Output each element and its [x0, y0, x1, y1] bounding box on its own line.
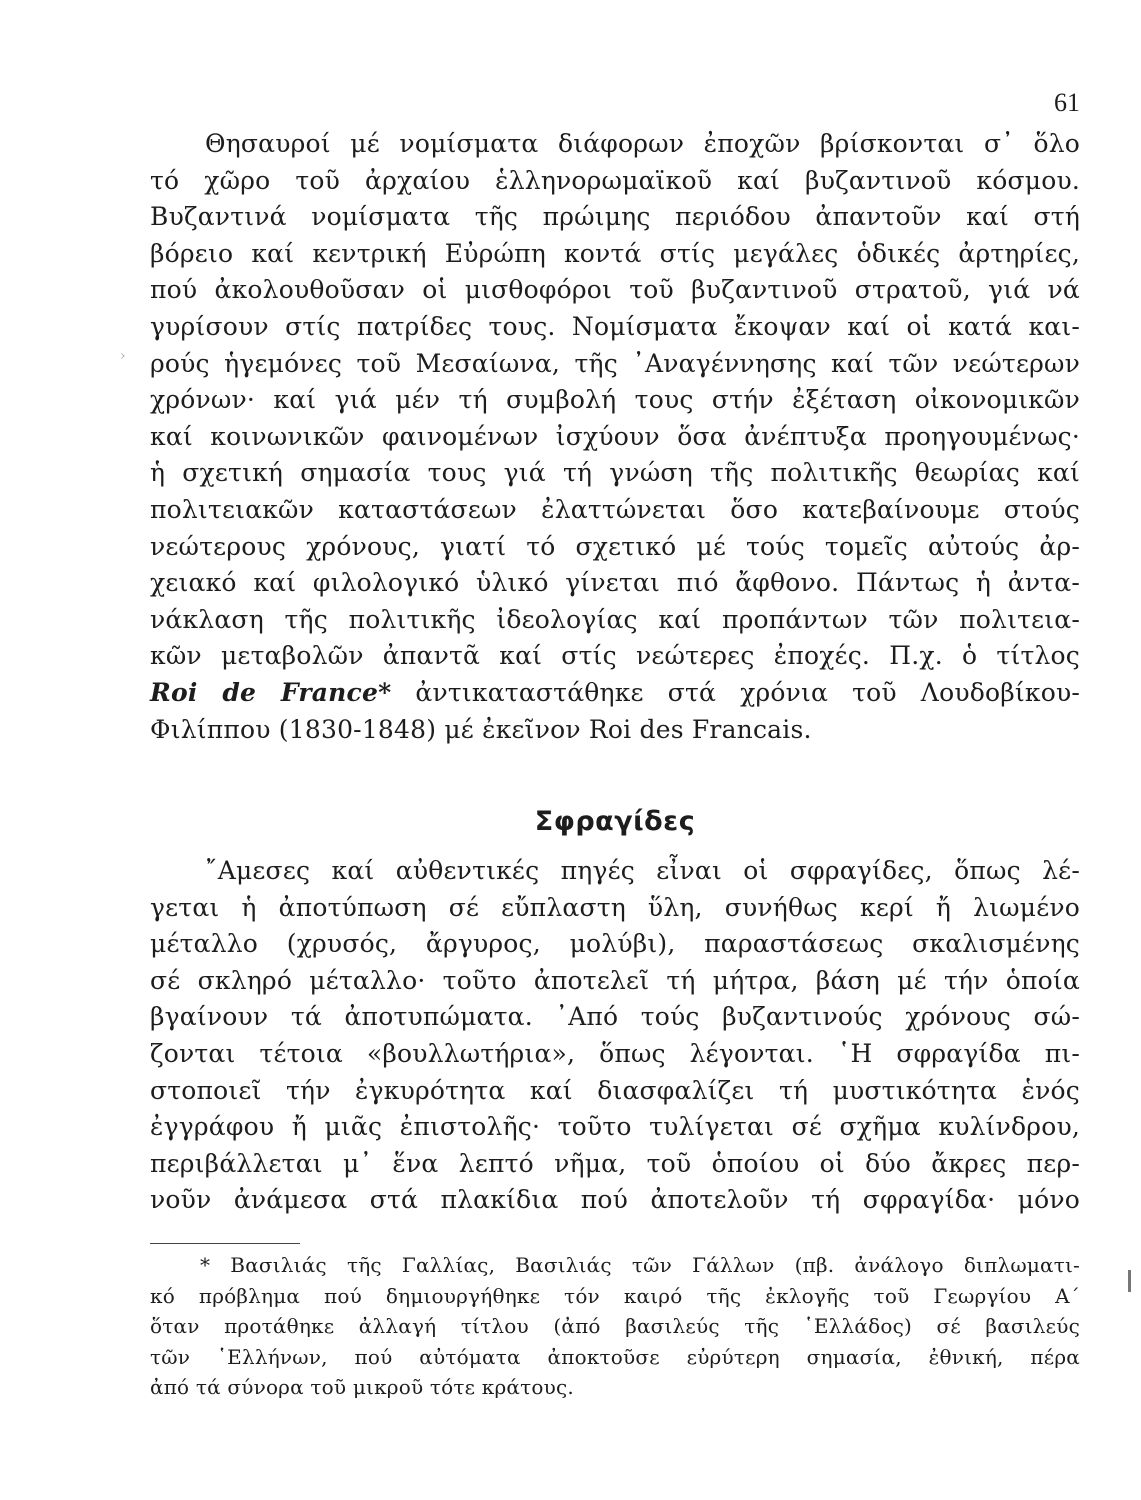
paragraph-line: σέ σκληρό μέταλλο· τοῦτο ἀποτελεῖ τή μήτρα, βάση μέ τήν ὁποία: [150, 965, 1080, 995]
paragraph-line: γυρίσουν στίς πατρίδες τους. Νομίσματα ἔκοψαν καί οἱ κατά και-: [150, 311, 1080, 341]
paragraph-line: ἐγγράφου ἤ μιᾶς ἐπιστολῆς· τοῦτο τυλίγεται σέ σχῆμα κυλίνδρου,: [150, 1112, 1080, 1142]
paragraph-line: περιβάλλεται μ᾽ ἕνα λεπτό νῆμα, τοῦ ὁποίου οἱ δύο ἄκρες περ-: [150, 1148, 1080, 1178]
footnote-line: ὅταν προτάθηκε ἀλλαγή τίτλου (ἀπό βασιλεύς τῆς ῾Ελλάδος) σέ βασιλεύς: [150, 1314, 1080, 1338]
paragraph-line: πολιτειακῶν καταστάσεων ἐλαττώνεται ὅσο κατεβαίνουμε στούς: [150, 494, 1080, 524]
paragraph-line-with-title: [150, 675, 1080, 712]
paragraph-line: Βυζαντινά νομίσματα τῆς πρώιμης περιόδου ἀπαντοῦν καί στή: [150, 202, 1080, 232]
paragraph-line: μέταλλο (χρυσός, ἄργυρος, μολύβι), παραστάσεως σκαλισμένης: [150, 929, 1080, 959]
paragraph-line: νάκλαση τῆς πολιτικῆς ἰδεολογίας καί προπάντων τῶν πολιτεια-: [150, 604, 1080, 634]
paragraph-line: ζονται τέτοια «βουλλωτήρια», ὅπως λέγονται. ῾Η σφραγίδα πι-: [150, 1038, 1080, 1068]
paragraph-line: ῎Αμεσες καί αὐθεντικές πηγές εἶναι οἱ σφραγίδες, ὅπως λέ-: [205, 856, 1080, 885]
footnote-line: ἀπό τά σύνορα τοῦ μικροῦ τότε κράτους.: [150, 1375, 574, 1399]
footnote-line: * Βασιλιάς τῆς Γαλλίας, Βασιλιάς τῶν Γάλλων (πβ. ἀνάλογο διπλωματι-: [200, 1253, 1080, 1277]
paragraph-line: χρόνων· καί γιά μέν τή συμβολή τους στήν ἐξέταση οἰκονομικῶν: [150, 385, 1080, 415]
footnote-line: τῶν ῾Ελλήνων, πού αὐτόματα ἀποκτοῦσε εὐρύτερη σημασία, ἐθνική, πέρα: [150, 1344, 1080, 1369]
page-number: 61: [1054, 88, 1080, 117]
paragraph-treasures: [150, 126, 1080, 748]
paragraph-line: Φιλίππου (1830-1848) μέ ἐκεῖνον Roi des Francais.: [150, 714, 812, 744]
paragraph-line: κῶν μεταβολῶν ἀπαντᾶ καί στίς νεώτερες ἐποχές. Π.χ. ὁ τίτλος: [150, 641, 1080, 671]
paragraph-line: τό χῶρο τοῦ ἀρχαίου ἑλληνορωμαϊκοῦ καί βυζαντινοῦ κόσμου.: [150, 165, 1080, 195]
paragraph-line: ἡ σχετική σημασία τους γιά τή γνώση τῆς πολιτικῆς θεωρίας καί: [150, 458, 1080, 488]
footnote-divider: [150, 1243, 300, 1244]
scan-artifact-mark: ›: [120, 348, 126, 364]
italic-title-roi-de-france: Roi de France*: [150, 677, 392, 707]
footnote: [150, 1250, 1080, 1403]
paragraph-line: νεώτερους χρόνους, γιατί τό σχετικό μέ τούς τομεῖς αὐτούς ἀρ-: [150, 531, 1080, 561]
paragraph-line: πού ἀκολουθοῦσαν οἱ μισθοφόροι τοῦ βυζαντινοῦ στρατοῦ, γιά νά: [150, 275, 1080, 305]
paragraph-line: στοποιεῖ τήν ἐγκυρότητα καί διασφαλίζει τή μυστικότητα ἑνός: [150, 1075, 1080, 1105]
paragraph-seals: [150, 853, 1080, 1219]
paragraph-line-rest: ἀντικαταστάθηκε στά χρόνια τοῦ Λουδοβίκου-: [391, 677, 1080, 707]
paragraph-line: Θησαυροί μέ νομίσματα διάφορων ἐποχῶν βρίσκονται σ᾽ ὅλο: [205, 129, 1080, 158]
footnote-line: κό πρόβλημα πού δημιουργήθηκε τόν καιρό τῆς ἐκλογῆς τοῦ Γεωργίου Α´: [150, 1283, 1080, 1308]
paragraph-line: νοῦν ἀνάμεσα στά πλακίδια πού ἀποτελοῦν τή σφραγίδα· μόνο: [150, 1185, 1080, 1215]
section-heading: Σφραγίδες: [534, 806, 696, 837]
paragraph-line: βγαίνουν τά ἀποτυπώματα. ᾿Από τούς βυζαντινούς χρόνους σώ-: [150, 1002, 1080, 1032]
paragraph-line: ρούς ἡγεμόνες τοῦ Μεσαίωνα, τῆς ᾿Αναγέννησης καί τῶν νεώτερων: [150, 348, 1080, 378]
paragraph-line: καί κοινωνικῶν φαινομένων ἰσχύουν ὅσα ἀνέπτυξα προηγουμένως·: [150, 421, 1080, 451]
page-edge-mark: [1128, 1270, 1131, 1292]
paragraph-line: βόρειο καί κεντρική Εὐρώπη κοντά στίς μεγάλες ὁδικές ἀρτηρίες,: [150, 238, 1080, 268]
paragraph-line: γεται ἡ ἀποτύπωση σέ εὔπλαστη ὕλη, συνήθως κερί ἤ λιωμένο: [150, 892, 1080, 922]
paragraph-line: χειακό καί φιλολογικό ὑλικό γίνεται πιό ἄφθονο. Πάντως ἡ ἀντα-: [150, 568, 1080, 598]
